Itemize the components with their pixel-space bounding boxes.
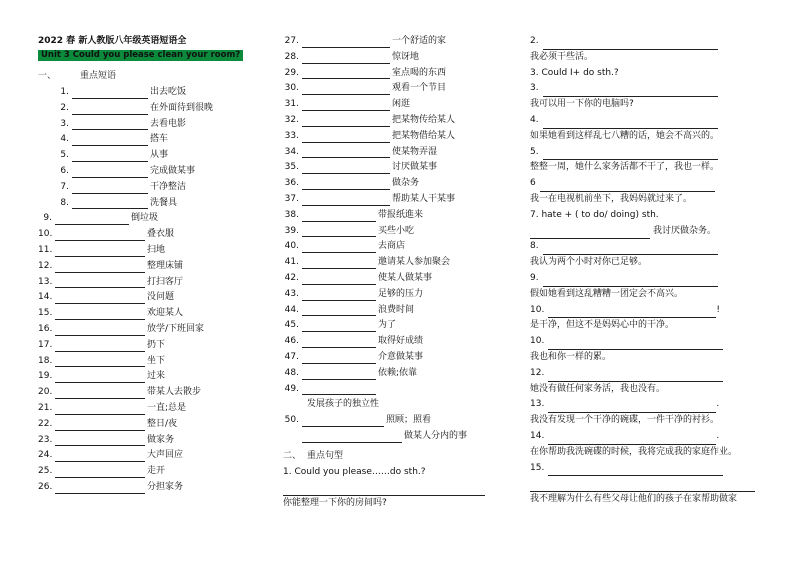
phrase-meaning: 帮助某人干某事 xyxy=(392,193,456,204)
answer-blank[interactable] xyxy=(540,180,715,192)
phrase-number: 8. xyxy=(60,197,69,208)
sentence-end-mark: . xyxy=(716,430,720,441)
phrase-row xyxy=(38,401,264,417)
phrase-number: 12. xyxy=(38,260,53,271)
phrase-number: 43. xyxy=(284,288,299,299)
answer-blank[interactable] xyxy=(302,320,376,332)
phrase-row xyxy=(38,480,264,496)
sentence-text: 如果她看到这样乱七八糟的话，她会不高兴的。 xyxy=(530,130,720,141)
phrase-meaning: 把某物传给某人 xyxy=(392,114,456,125)
phrase-row xyxy=(38,227,264,243)
phrase-number: 32. xyxy=(284,114,299,125)
phrase-meaning: 观看一个节目 xyxy=(392,83,447,94)
answer-blank[interactable] xyxy=(548,464,723,476)
phrase-number: 38. xyxy=(284,209,299,220)
phrase-row xyxy=(38,369,264,385)
answer-blank[interactable] xyxy=(302,115,390,127)
phrase-meaning: 使某人做某事 xyxy=(378,272,433,283)
sentence-answer-line xyxy=(530,34,770,50)
sentence-number: 3. xyxy=(530,83,539,94)
answer-blank[interactable] xyxy=(302,194,390,206)
sentence-number: 6 xyxy=(530,178,536,189)
phrase-number: 14. xyxy=(38,292,53,303)
phrase-meaning: 惊讶地 xyxy=(392,51,420,62)
phrase-row xyxy=(283,366,515,382)
phrase-meaning: 带某人去散步 xyxy=(147,387,202,398)
answer-blank[interactable] xyxy=(72,182,148,194)
phrase-row xyxy=(38,448,264,464)
phrase-number: 26. xyxy=(38,481,53,492)
sentence-number: 13. xyxy=(530,399,545,410)
answer-blank[interactable] xyxy=(302,368,376,380)
section-label: 重点短语 xyxy=(80,71,117,81)
sentence-answer-line xyxy=(530,476,770,492)
phrase-row xyxy=(283,303,515,319)
sentence-number: 9. xyxy=(530,272,539,283)
phrase-number: 11. xyxy=(38,244,53,255)
phrase-row xyxy=(38,180,264,196)
phrase-list-left xyxy=(38,85,264,496)
phrase-row-50 xyxy=(283,413,515,429)
answer-blank[interactable] xyxy=(302,210,376,222)
phrase-number: 29. xyxy=(284,67,299,78)
phrase-row xyxy=(283,129,515,145)
sentence-text: 我也和你一样的累。 xyxy=(530,351,612,362)
phrase-number: 19. xyxy=(38,371,53,382)
sentence-answer-line xyxy=(530,113,770,129)
sentence-end-mark: . xyxy=(716,399,720,410)
answer-blank[interactable] xyxy=(72,103,148,115)
phrase-meaning: 从事 xyxy=(150,150,169,161)
phrase-number: 28. xyxy=(284,51,299,62)
phrase-number: 49. xyxy=(284,383,299,394)
phrase-number: 3. xyxy=(60,118,69,129)
answer-blank[interactable] xyxy=(302,415,384,427)
phrase-number: 20. xyxy=(38,387,53,398)
sentence-number: 12. xyxy=(530,367,545,378)
sentence-answer-line xyxy=(530,366,770,382)
answer-blank[interactable] xyxy=(302,304,376,316)
phrase-meaning: 整日/夜 xyxy=(147,418,178,429)
column-right xyxy=(530,34,770,508)
phrase-row xyxy=(38,290,264,306)
phrase-meaning: 介意做某事 xyxy=(378,351,424,362)
phrase-meaning: 买些小吃 xyxy=(378,225,415,236)
phrase-row xyxy=(283,287,515,303)
phrase-row xyxy=(38,196,264,212)
answer-blank[interactable] xyxy=(543,275,718,287)
phrase-number: 10. xyxy=(38,229,53,240)
phrase-number: 4. xyxy=(60,134,69,145)
phrase-meaning: 分担家务 xyxy=(147,481,184,492)
phrase-number: 42. xyxy=(284,272,299,283)
phrase-number: 7. xyxy=(60,181,69,192)
phrase-number: 33. xyxy=(284,130,299,141)
sentence-answer-line xyxy=(530,81,770,97)
sentence-number: 10. xyxy=(530,304,545,315)
sentence-text: 整整一周，她什么家务活都不干了，我也一样。 xyxy=(530,162,720,173)
sentence-text: 假如她看到这乱糟糟一团定会不高兴。 xyxy=(530,288,684,299)
answer-blank[interactable] xyxy=(55,434,145,446)
phrase-meaning: 一个舒适的家 xyxy=(392,36,447,46)
phrase-number: 23. xyxy=(38,434,53,445)
answer-blank[interactable] xyxy=(72,87,148,99)
sentence-answer-line xyxy=(530,224,770,240)
phrase-number: 16. xyxy=(38,323,53,334)
answer-blank[interactable] xyxy=(302,162,390,174)
phrase-row xyxy=(283,224,515,240)
phrase-meaning: 欢迎某人 xyxy=(147,308,184,319)
answer-blank[interactable] xyxy=(72,118,148,130)
column-left xyxy=(38,34,264,496)
answer-blank[interactable] xyxy=(548,338,723,350)
phrase-row xyxy=(283,208,515,224)
phrase-row xyxy=(283,66,515,82)
answer-blank[interactable] xyxy=(530,227,650,239)
answer-blank[interactable] xyxy=(302,178,390,190)
phrase-number: 22. xyxy=(38,418,53,429)
answer-blank[interactable] xyxy=(55,419,145,431)
phrase-number: 34. xyxy=(284,146,299,157)
answer-blank[interactable] xyxy=(302,36,390,48)
phrase-meaning: 打扫客厅 xyxy=(147,276,184,287)
answer-blank[interactable] xyxy=(55,245,145,257)
sentence-list-right xyxy=(530,34,770,508)
phrase-number: 35. xyxy=(284,162,299,173)
answer-blank[interactable] xyxy=(548,401,716,413)
phrase-row-50b xyxy=(283,429,515,445)
phrase-meaning: 叠衣服 xyxy=(147,229,175,240)
answer-blank[interactable] xyxy=(302,289,376,301)
sentence-answer-line xyxy=(530,334,770,350)
phrase-meaning: 闲逛 xyxy=(392,99,411,110)
phrase-number: 48. xyxy=(284,367,299,378)
phrase-number: 39. xyxy=(284,225,299,236)
section-label: 重点句型 xyxy=(307,450,344,461)
phrase-row xyxy=(38,259,264,275)
sentence-answer-line xyxy=(530,303,770,319)
phrase-row xyxy=(38,85,264,101)
phrase-meaning: 足够的压力 xyxy=(378,288,424,299)
phrase-row xyxy=(38,211,264,227)
sentence-answer-line xyxy=(530,461,770,477)
section-number: 一、 xyxy=(38,71,57,81)
phrase-number: 6. xyxy=(60,165,69,176)
page-title: 2022 春 新人教版八年级英语短语全 xyxy=(38,36,187,46)
phrase-row xyxy=(38,385,264,401)
phrase-meaning: 倒垃圾 xyxy=(131,213,159,224)
sentence-answer-line xyxy=(530,239,770,255)
answer-blank[interactable] xyxy=(543,85,718,97)
answer-blank[interactable] xyxy=(72,134,148,146)
phrase-meaning: 走开 xyxy=(147,466,166,477)
phrase-number: 50. xyxy=(284,415,299,426)
phrase-number: 24. xyxy=(38,450,53,461)
phrase-number: 40. xyxy=(284,241,299,252)
phrase-list-middle xyxy=(283,34,515,397)
phrase-row xyxy=(283,271,515,287)
answer-blank[interactable] xyxy=(55,276,145,288)
sentence-number: 5. xyxy=(530,146,539,157)
phrase-row xyxy=(283,350,515,366)
phrase-meaning: 一直;总是 xyxy=(147,402,187,413)
phrase-row xyxy=(283,34,515,50)
sentence-end-mark: ! xyxy=(716,304,720,315)
answer-blank[interactable] xyxy=(55,450,145,462)
sentence-number: 15. xyxy=(530,462,545,473)
phrase-meaning: 过来 xyxy=(147,371,166,382)
phrase-row xyxy=(38,148,264,164)
phrase-meaning: 使某物弄湿 xyxy=(392,146,438,157)
answer-blank[interactable] xyxy=(302,241,376,253)
phrase-number: 13. xyxy=(38,276,53,287)
phrase-meaning: 做家务 xyxy=(147,434,175,445)
phrase-row xyxy=(38,464,264,480)
answer-blank[interactable] xyxy=(543,38,718,50)
phrase-row xyxy=(38,275,264,291)
answer-blank[interactable] xyxy=(55,213,129,225)
phrase-meaning: 在外面待到很晚 xyxy=(150,102,214,113)
phrase-row xyxy=(283,318,515,334)
answer-blank[interactable] xyxy=(302,336,376,348)
answer-blank[interactable] xyxy=(302,131,390,143)
phrase-meaning: 去看电影 xyxy=(150,118,187,129)
answer-blank[interactable] xyxy=(548,370,723,382)
sentence-text: 我认为两个小时对你已足够。 xyxy=(530,257,648,268)
column-middle xyxy=(283,34,515,512)
sentence-text: 7. hate + ( to do/ doing) sth. xyxy=(530,209,659,220)
phrase-row xyxy=(283,382,515,398)
phrase-number: 9. xyxy=(43,213,52,224)
answer-blank[interactable] xyxy=(302,431,402,443)
phrase-meaning: 做杂务 xyxy=(392,178,420,189)
answer-blank[interactable] xyxy=(55,466,145,478)
answer-blank[interactable] xyxy=(55,292,145,304)
answer-blank[interactable] xyxy=(543,148,718,160)
phrase-row xyxy=(283,97,515,113)
sentence-answer-line xyxy=(530,397,770,413)
answer-blank[interactable] xyxy=(72,166,148,178)
sentence-text: 她没有做任何家务活，我也没有。 xyxy=(530,383,666,394)
sentence-number: 4. xyxy=(530,114,539,125)
phrase-meaning: 放学/下班回家 xyxy=(147,323,205,334)
phrase-number: 36. xyxy=(284,178,299,189)
sentence-translation: 你能整理一下你的房间吗? xyxy=(283,498,387,509)
answer-blank[interactable] xyxy=(55,324,145,336)
sentence-number: 8. xyxy=(530,241,539,252)
phrase-meaning: 干净整洁 xyxy=(150,181,187,192)
answer-blank[interactable] xyxy=(55,261,145,273)
sentence-answer-line xyxy=(530,271,770,287)
answer-blank[interactable] xyxy=(543,243,718,255)
phrase-meaning: 取得好成绩 xyxy=(378,336,424,347)
sentence-text: 我没有发现一个干净的碗碟，一件干净的衬衫。 xyxy=(530,415,720,426)
phrase-meaning: 讨厌做某事 xyxy=(392,162,438,173)
sentence-answer-line xyxy=(283,481,515,497)
section-heading-sentences xyxy=(283,447,515,465)
phrase-meaning: 依赖;依靠 xyxy=(378,367,418,378)
phrase-row xyxy=(38,117,264,133)
answer-blank[interactable] xyxy=(55,403,145,415)
phrase-row xyxy=(38,306,264,322)
phrase-row-49b xyxy=(283,397,515,413)
phrase-meaning: 去商店 xyxy=(378,241,406,252)
unit-heading: Unit 3 Could you please clean your room? xyxy=(38,50,243,61)
phrase-meaning: 整理床铺 xyxy=(147,260,184,271)
phrase-row xyxy=(38,243,264,259)
phrase-number: 31. xyxy=(284,99,299,110)
sentence-text: 我不理解为什么有些父母让他们的孩子在家帮助做家 xyxy=(530,494,738,505)
answer-blank[interactable] xyxy=(55,229,145,241)
answer-blank[interactable] xyxy=(302,52,390,64)
phrase-row xyxy=(38,101,264,117)
sentence-text: 我讨厌做杂务。 xyxy=(653,225,717,236)
answer-blank[interactable] xyxy=(302,146,390,158)
answer-blank[interactable] xyxy=(548,433,716,445)
section-heading-phrases xyxy=(38,67,264,85)
phrase-row xyxy=(283,81,515,97)
phrase-number: 1. xyxy=(60,87,69,97)
phrase-row xyxy=(38,433,264,449)
sentence-text: 我一在电视机前坐下，我妈妈就过来了。 xyxy=(530,193,693,204)
phrase-meaning: 浪费时间 xyxy=(378,304,415,315)
answer-blank[interactable] xyxy=(55,387,145,399)
answer-blank[interactable] xyxy=(302,352,376,364)
phrase-row xyxy=(283,50,515,66)
phrase-row xyxy=(38,354,264,370)
phrase-row xyxy=(283,113,515,129)
answer-blank[interactable] xyxy=(55,355,145,367)
sentence-answer-line xyxy=(530,176,770,192)
answer-blank[interactable] xyxy=(72,197,148,209)
sentence-text: 3. Could I+ do sth.? xyxy=(530,67,619,78)
phrase-row xyxy=(283,334,515,350)
phrase-meaning: 把某物借给某人 xyxy=(392,130,456,141)
phrase-meaning: 照顾；照看 xyxy=(386,415,432,426)
phrase-meaning: 做某人分内的事 xyxy=(404,430,468,441)
phrase-meaning: 为了 xyxy=(378,320,397,331)
phrase-row xyxy=(38,132,264,148)
phrase-number: 17. xyxy=(38,339,53,350)
phrase-number: 15. xyxy=(38,308,53,319)
answer-blank[interactable] xyxy=(302,273,376,285)
phrase-meaning: 完成做某事 xyxy=(150,165,196,176)
sentence-prompt: 1. Could you please……do sth.? xyxy=(283,466,426,477)
phrase-row xyxy=(283,145,515,161)
phrase-meaning: 洗餐具 xyxy=(150,197,178,208)
answer-blank[interactable] xyxy=(302,383,376,395)
answer-blank[interactable] xyxy=(302,225,376,237)
phrase-number: 37. xyxy=(284,193,299,204)
phrase-row xyxy=(38,322,264,338)
phrase-meaning: 出去吃饭 xyxy=(150,87,187,97)
phrase-number: 47. xyxy=(284,351,299,362)
answer-blank[interactable] xyxy=(302,67,390,79)
phrase-number: 21. xyxy=(38,402,53,413)
phrase-number: 46. xyxy=(284,336,299,347)
phrase-number: 27. xyxy=(284,36,299,46)
phrase-meaning: 没问题 xyxy=(147,292,175,303)
phrase-number: 5. xyxy=(60,150,69,161)
answer-blank[interactable] xyxy=(530,480,755,492)
section-number: 二、 xyxy=(283,450,302,461)
phrase-meaning: 扫地 xyxy=(147,244,166,255)
phrase-number: 45. xyxy=(284,320,299,331)
phrase-meaning: 发展孩子的独立性 xyxy=(307,399,380,410)
phrase-number: 2. xyxy=(60,102,69,113)
phrase-row xyxy=(283,176,515,192)
phrase-meaning: 扔下 xyxy=(147,339,166,350)
sentence-text: 是干净，但这不是妈妈心中的干净。 xyxy=(530,320,675,331)
phrase-row xyxy=(283,160,515,176)
phrase-number: 18. xyxy=(38,355,53,366)
phrase-meaning: 邀请某人参加聚会 xyxy=(378,257,451,268)
answer-blank[interactable] xyxy=(543,117,718,129)
phrase-number: 41. xyxy=(284,257,299,268)
phrase-meaning: 带报纸進来 xyxy=(378,209,424,220)
sentence-number: 10. xyxy=(530,336,545,347)
sentence-text: 我必须干些活。 xyxy=(530,51,594,62)
answer-blank[interactable] xyxy=(283,484,485,496)
phrase-meaning: 室点喝的东西 xyxy=(392,67,447,78)
answer-blank[interactable] xyxy=(55,340,145,352)
phrase-meaning: 搭车 xyxy=(150,134,169,145)
answer-blank[interactable] xyxy=(302,83,390,95)
phrase-row xyxy=(283,255,515,271)
phrase-meaning: 大声回应 xyxy=(147,450,184,461)
phrase-row xyxy=(38,164,264,180)
phrase-row xyxy=(38,417,264,433)
sentence-answer-line xyxy=(530,429,770,445)
phrase-meaning: 坐下 xyxy=(147,355,166,366)
answer-blank[interactable] xyxy=(55,308,145,320)
phrase-row xyxy=(38,338,264,354)
answer-blank[interactable] xyxy=(302,257,376,269)
sentence-number: 14. xyxy=(530,430,545,441)
answer-blank[interactable] xyxy=(55,371,145,383)
answer-blank[interactable] xyxy=(72,150,148,162)
phrase-number: 30. xyxy=(284,83,299,94)
phrase-row xyxy=(283,192,515,208)
phrase-number: 25. xyxy=(38,466,53,477)
answer-blank[interactable] xyxy=(302,99,390,111)
sentence-text: 在你帮助我洗碗碟的时候，我将完成我的家庭作业。 xyxy=(530,446,738,457)
phrase-number: 44. xyxy=(284,304,299,315)
sentence-number: 2. xyxy=(530,36,539,46)
answer-blank[interactable] xyxy=(55,482,145,494)
sentence-text: 我可以用一下你的电脑吗? xyxy=(530,99,634,110)
sentence-answer-line xyxy=(530,145,770,161)
phrase-row xyxy=(283,239,515,255)
answer-blank[interactable] xyxy=(548,306,716,318)
